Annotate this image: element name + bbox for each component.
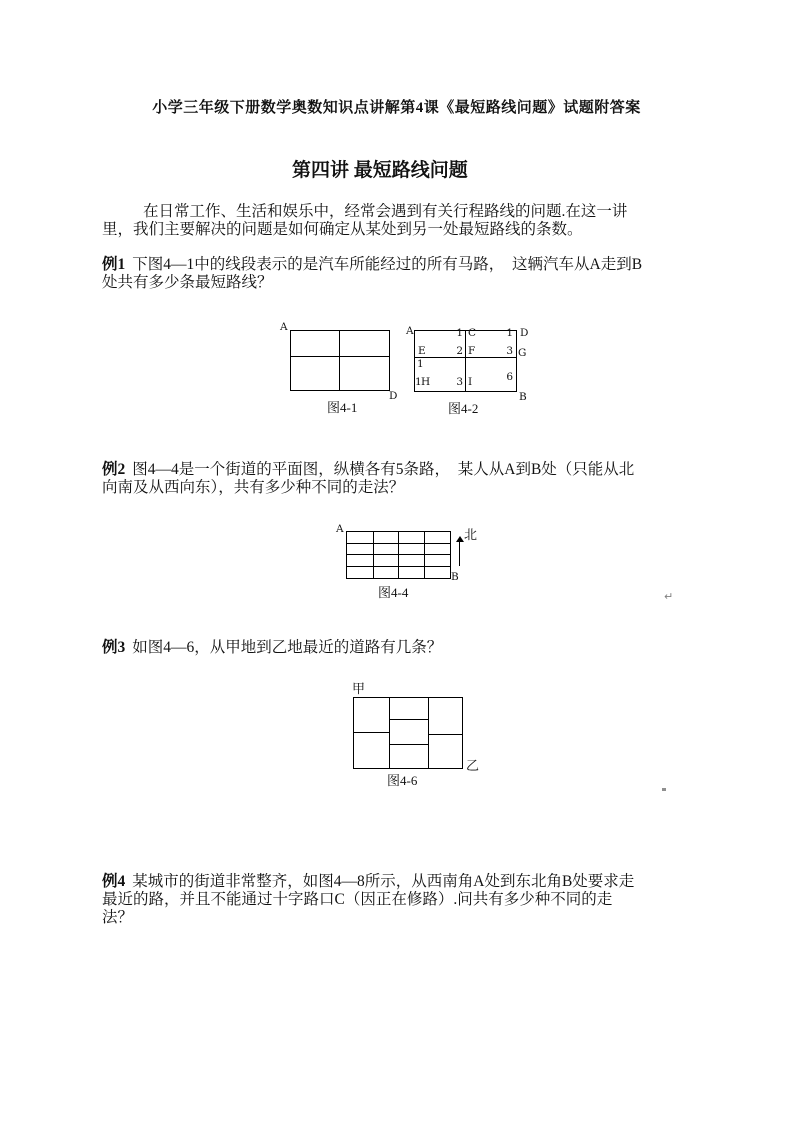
fig41-corner-d: D bbox=[389, 390, 398, 402]
grid-line bbox=[347, 554, 450, 555]
fig42-count-b: 6 bbox=[506, 371, 513, 383]
grid-line bbox=[428, 698, 429, 768]
example3-text: 如图4—6，从甲地到乙地最近的道路有几条？ bbox=[132, 639, 443, 656]
fig42-count-i: 3 bbox=[456, 376, 463, 388]
fig42-corner-a: A bbox=[406, 325, 414, 337]
example4-text: 某城市的街道非常整齐，如图4—8所示，从西南角A处到东北角B处要求走 bbox=[132, 873, 635, 890]
fig42-count-f: 2 bbox=[456, 345, 463, 357]
fig44-caption: 图4-4 bbox=[378, 585, 409, 600]
grid-line bbox=[398, 532, 399, 578]
fig42-count-g: 3 bbox=[506, 345, 513, 357]
grid-line bbox=[347, 543, 450, 544]
example4-line-2: 最近的路，并且不能通过十字路口C（因正在修路）.问共有多少种不同的走 bbox=[102, 891, 613, 908]
grid-line bbox=[415, 357, 516, 358]
example2-text: 图4—4是一个街道的平面图，纵横各有5条路， 某人从A到B处（只能从北 bbox=[132, 461, 635, 478]
north-arrow-line bbox=[459, 541, 460, 566]
figure-4-4-grid bbox=[336, 523, 478, 600]
section-heading: 第四讲 最短路线问题 bbox=[292, 160, 468, 181]
grid-line bbox=[373, 532, 374, 578]
fig42-label-e: E bbox=[418, 345, 426, 357]
grid-line bbox=[424, 532, 425, 578]
grid-line bbox=[347, 566, 450, 567]
grid-line bbox=[389, 744, 428, 745]
example3-line-1 bbox=[102, 639, 442, 657]
grid-line bbox=[428, 734, 462, 735]
fig42-count-c: 1 bbox=[456, 327, 463, 339]
fig42-count-d: 1 bbox=[506, 327, 513, 339]
grid-line bbox=[354, 732, 389, 733]
grid-line bbox=[339, 331, 340, 390]
fig42-count-e: 1 bbox=[417, 358, 424, 370]
fig42-corner-b: B bbox=[519, 391, 527, 403]
page-title: 小学三年级下册数学奥数知识点讲解第4课《最短路线问题》试题附答案 bbox=[152, 100, 641, 116]
fig46-end-label: 乙 bbox=[466, 758, 480, 773]
grid-line bbox=[291, 356, 389, 357]
fig46-caption: 图4-6 bbox=[387, 773, 418, 788]
intro-line-2: 里，我们主要解决的问题是如何确定从某处到另一处最短路线的条数。 bbox=[102, 221, 583, 238]
fig42-label-c: C bbox=[468, 327, 477, 339]
example4-line-1 bbox=[102, 873, 634, 891]
intro-line-1: 在日常工作、生活和娱乐中，经常会遇到有关行程路线的问题.在这一讲 bbox=[143, 203, 628, 220]
fig46-start-label: 甲 bbox=[352, 681, 366, 696]
grid-line bbox=[465, 331, 466, 391]
example1-line-1 bbox=[102, 256, 642, 274]
paragraph-return-icon: ↵ bbox=[664, 590, 674, 603]
fig44-north-label: 北 bbox=[464, 527, 478, 542]
example2-line-1 bbox=[102, 461, 634, 479]
fig42-corner-d: D bbox=[520, 327, 529, 339]
fig42-caption: 图4-2 bbox=[448, 401, 479, 416]
fig44-corner-b: B bbox=[451, 571, 459, 583]
fig42-label-h: H bbox=[421, 376, 431, 388]
fig42-label-f: F bbox=[468, 345, 476, 357]
example2-line-2: 向南及从西向东），共有多少种不同的走法？ bbox=[102, 479, 405, 496]
figure-4-2-grid bbox=[406, 325, 529, 416]
grid-line bbox=[389, 719, 428, 720]
fig42-count-h: 1 bbox=[415, 376, 422, 388]
grid-line bbox=[389, 698, 390, 768]
fig41-caption: 图4-1 bbox=[327, 400, 358, 415]
figure-4-1-grid bbox=[280, 321, 398, 415]
north-arrow-icon bbox=[456, 536, 464, 542]
fig44-corner-a: A bbox=[336, 523, 344, 535]
figure-4-6-grid bbox=[352, 681, 480, 788]
fig42-corner-g: G bbox=[518, 347, 527, 359]
example2-label: 例2 bbox=[102, 461, 126, 478]
example1-label: 例1 bbox=[102, 256, 126, 273]
fig42-label-i: I bbox=[468, 376, 473, 388]
example4-label: 例4 bbox=[102, 873, 126, 890]
small-return-mark bbox=[662, 788, 666, 791]
fig41-corner-a: A bbox=[280, 321, 288, 333]
example3-label: 例3 bbox=[102, 639, 126, 656]
example1-line-2: 处共有多少条最短路线？ bbox=[102, 274, 273, 291]
example1-text: 下图4—1中的线段表示的是汽车所能经过的所有马路， 这辆汽车从A走到B bbox=[132, 256, 643, 273]
example4-line-3: 法？ bbox=[102, 909, 134, 926]
